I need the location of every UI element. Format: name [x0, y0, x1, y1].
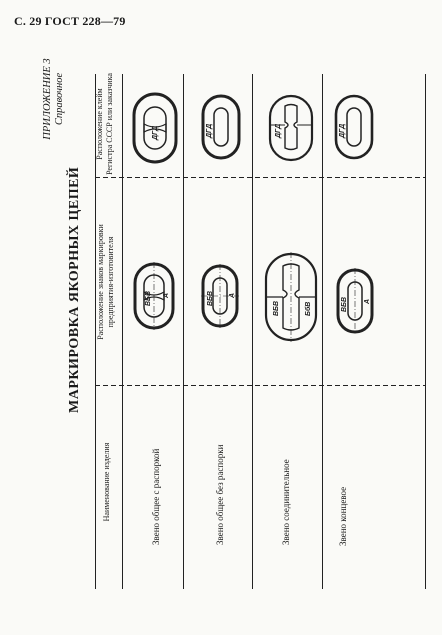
row3-maker-mark: ВБВ	[273, 300, 280, 316]
row4-register-mark: ДГД	[339, 123, 346, 138]
table-line-bottom	[425, 74, 426, 589]
row2-maker-drawing	[201, 264, 239, 328]
row2-maker-sub: А	[229, 292, 236, 298]
col-header-maker-line1: Расположение знаков маркировки	[96, 224, 105, 340]
appendix-label	[42, 54, 68, 144]
col-header-maker	[96, 217, 120, 347]
row1-maker-mark: ВБВ	[145, 290, 152, 306]
row-divider-1	[183, 74, 184, 589]
col-divider-1	[95, 385, 425, 386]
col-header-register	[95, 59, 119, 189]
table-title: МАРКИРОВКА ЯКОРНЫХ ЦЕПЕЙ	[67, 166, 82, 413]
table-line-header	[122, 74, 123, 589]
row1-register-mark: ДГД	[152, 125, 159, 140]
row4-register-drawing	[334, 94, 374, 160]
row2-register-drawing	[201, 94, 241, 160]
row3-register-drawing	[268, 94, 314, 162]
col-header-register-line2: Регистра СССР или заказчика	[105, 73, 114, 175]
row-divider-2	[252, 74, 253, 589]
row-label-3: Звено соединительное	[281, 459, 291, 545]
row-label-2: Звено общее без распорки	[215, 444, 225, 545]
row3-maker-mark-2: БбВ	[305, 301, 312, 316]
row4-maker-mark: ВБВ	[341, 296, 348, 312]
row2-register-mark: ДГД	[206, 123, 213, 138]
col-header-register-line1: Расположение клейм	[95, 88, 104, 160]
col-header-name: Наименование изделия	[102, 442, 111, 522]
row-label-1: Звено общее с распоркой	[151, 448, 161, 545]
appendix-title: ПРИЛОЖЕНИЕ 3	[42, 58, 53, 140]
row1-register-drawing	[132, 92, 178, 164]
row4-maker-sub: А	[364, 298, 371, 304]
row3-register-mark: ДГД	[275, 123, 282, 138]
row-divider-3	[322, 74, 323, 589]
row1-maker-drawing	[133, 262, 175, 330]
row3-maker-drawing	[264, 252, 318, 342]
row-label-4: Звено концевое	[338, 486, 348, 546]
row4-maker-drawing	[336, 268, 374, 334]
row2-maker-mark: ВБВ	[207, 290, 214, 306]
col-divider-2	[95, 177, 425, 178]
page-header: С. 29 ГОСТ 228—79	[14, 14, 126, 28]
row1-maker-sub: А	[163, 292, 170, 298]
col-header-maker-line2: предприятия-изготовителя	[106, 236, 115, 328]
appendix-subtitle: Справочное	[54, 72, 65, 126]
